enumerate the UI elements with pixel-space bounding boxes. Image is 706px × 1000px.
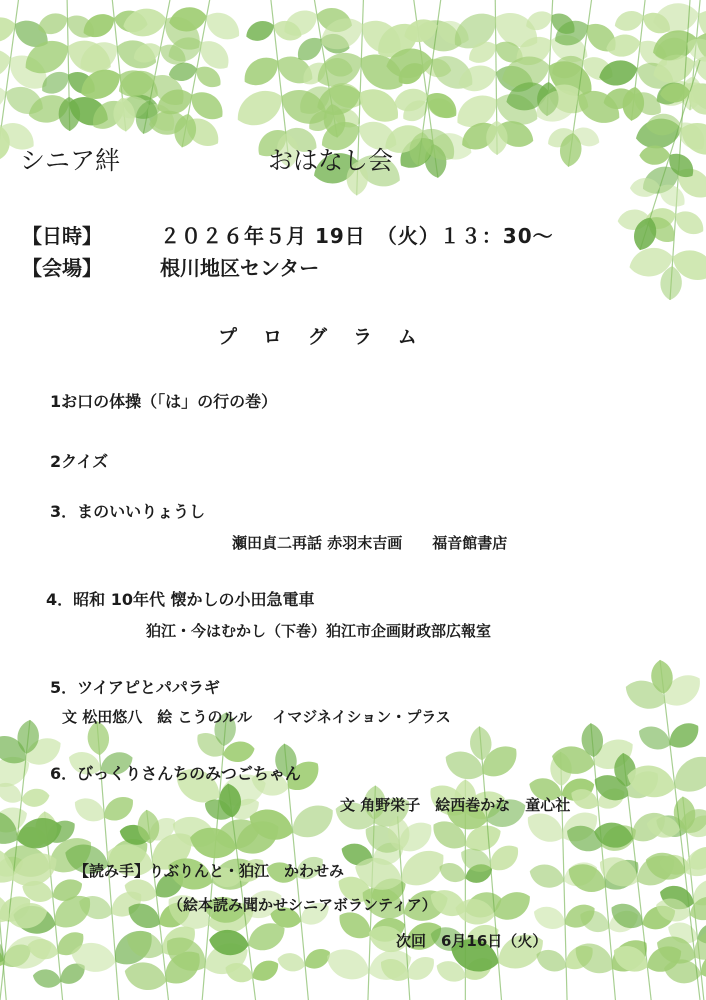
program-item-2: 2クイズ (50, 452, 109, 471)
leaf (230, 82, 289, 133)
leaf (243, 17, 277, 45)
leaf (635, 721, 675, 755)
program-item-6: 6．びっくりさんちのみつごちゃん (50, 764, 301, 783)
program-item-6-credit: 文 角野栄子 絵西巻かな 童心社 (340, 796, 571, 814)
leaf (322, 943, 374, 986)
venue-value: 根川地区センター (160, 256, 320, 280)
leaf (121, 5, 169, 39)
leaf (31, 967, 63, 991)
program-item-4: 4．昭和 10年代 懐かしの小田急電車 (46, 590, 315, 609)
leaf (20, 787, 51, 809)
leaf (530, 902, 569, 934)
program-item-5: 5．ツイアピとパパラギ (50, 678, 220, 697)
leaf (527, 860, 567, 891)
reader-group: （絵本読み聞かせシニアボランティア） (168, 896, 437, 914)
datetime-value: ２０２６年５月 19日 （火）１３：30～ (160, 224, 554, 248)
program-heading: プログラム (218, 326, 443, 348)
org-name: シニア絆 (20, 146, 121, 175)
leaf (0, 930, 56, 975)
leaf (276, 950, 308, 974)
program-item-3-credit: 瀬田貞二再話 赤羽末吉画 福音館書店 (232, 534, 508, 552)
leaf (667, 748, 706, 801)
program-item-4-credit: 狛江・今はむかし（下巻）狛江市企画財政部広報室 (146, 622, 492, 640)
reader-line: 【読み手】りぶりんと・狛江 かわせみ (74, 862, 345, 880)
leaf (639, 145, 670, 165)
program-item-3: 3．まのいいりょうし (50, 502, 206, 521)
venue-label: 【会場】 (22, 256, 102, 280)
program-item-1: 1お口の体操（「は」の行の巻） (50, 392, 278, 411)
datetime-label: 【日時】 (22, 224, 102, 248)
next-session: 次回 6月16日（火） (396, 932, 548, 950)
event-title: おはなし会 (268, 146, 394, 175)
program-item-5-credit: 文 松田悠八 絵 こうのルル イマジネイション・プラス (62, 708, 451, 726)
